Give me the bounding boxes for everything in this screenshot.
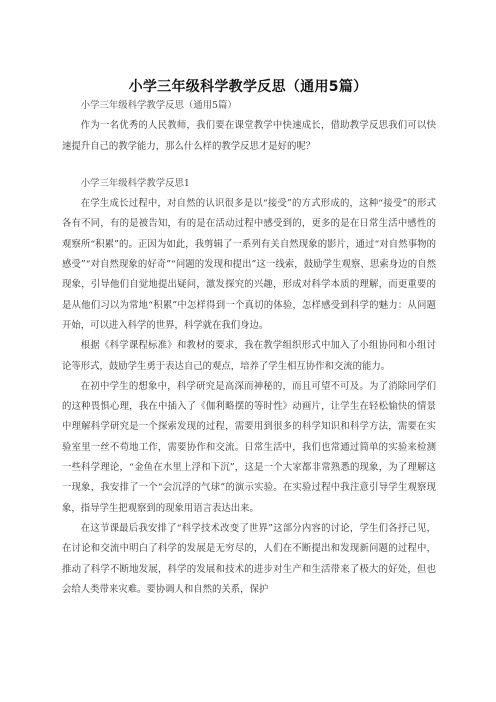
document-body	[62, 96, 436, 600]
body-paragraph: 根据《科学课程标准》和教材的要求，我在教学组织形式中加入了小组协同和小组讨论等形式，鼓励学生勇于表达自己的观点，培养了学生相互协作和交流的能力。	[62, 340, 436, 372]
document-title: 小学三年级科学教学反思（通用5篇）	[128, 79, 368, 95]
body-paragraph: 在初中学生的想象中，科学研究是高深而神秘的，而且可望不可及。为了消除同学们的这种畏惧心理，我在中插入了《伽利略摆的等时性》动画片，让学生在轻松愉快的情景中理解科学研究是一个探索发现的过程，需要用到很多的科学知识和科学方法，需要在实验室里一丝不苟地工作，需要协作和交流。日常生活中，我们也常通过简单的实验来检测一些科学理论，“金鱼在水里上浮和下沉”，这是一个大家都非常熟悉的现象，为了理解这一现象，我安排了一个“会沉浮的气球”的演示实验。在实验过程中我注意引导学生观察现象，指导学生把观察到的现象用语言表达出来。	[62, 380, 436, 514]
body-paragraph: 在这节课最后我安排了“科学技术改变了世界”这部分内容的讨论，学生们各抒己见，在讨论和交流中明白了科学的发展是无穷尽的，人们在不断提出和发现新问题的过程中，推动了科学不断地发展，科学的发展和技术的进步对生产和生活带来了极大的好处，但也会给人类带来灾难。要协调人和自然的关系，保护	[62, 522, 436, 595]
section-heading: 小学三年级科学教学反思1	[80, 177, 190, 189]
paragraph-gap	[62, 157, 436, 174]
intro-paragraph: 作为一名优秀的人民教师，我们要在课堂教学中快速成长，借助教学反思我们可以快速提升自己的教学能力，那么什么样的教学反思才是好的呢？	[62, 120, 436, 152]
body-paragraph: 在学生成长过程中，对自然的认识很多是以“接受”的方式形成的，这种“接受”的形式各有不同，有的是被告知，有的是在活动过程中感受到的，更多的是在日常生活中感性的观察所“积累”的。正因为如此，我剪辑了一系列有关自然现象的影片，通过“对自然事物的感受”“对自然现象的好奇”“问题的发现和提出”这一线索，鼓励学生观察、思索身边的自然现象，引导他们自觉地提出疑问，激发探究的兴趣，形成对科学本质的理解，而更重要的是从他们习以为常地“积累”中怎样得到一个真切的体验，怎样感受到科学的魅力：从问题开始，可以进入科学的世界，科学就在我们身边。	[62, 198, 436, 331]
document-subtitle: 小学三年级科学教学反思（通用5篇）	[80, 100, 237, 111]
